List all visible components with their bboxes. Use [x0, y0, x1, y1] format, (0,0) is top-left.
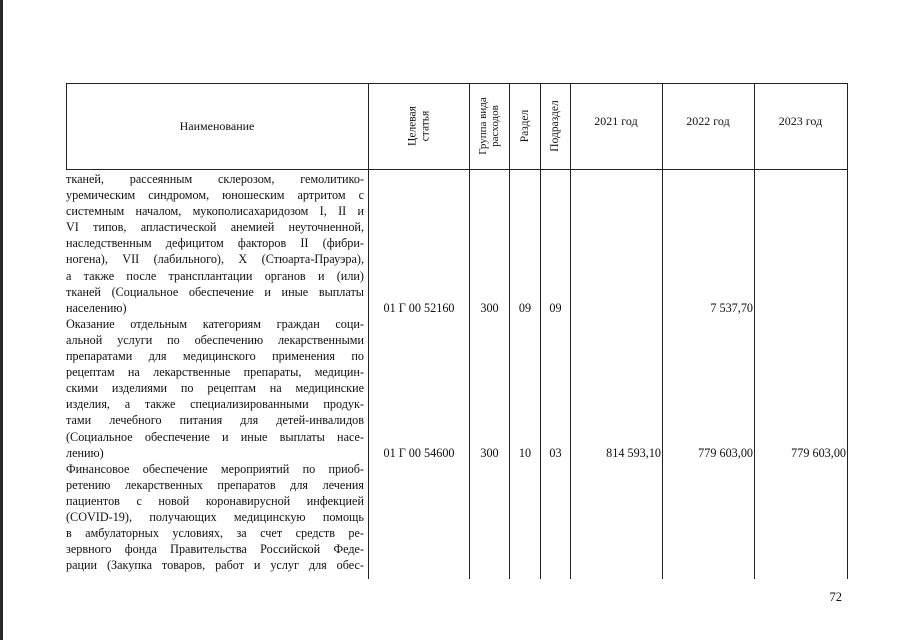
- name-line: VI типов, апластической анемией неуточненной,: [66, 220, 364, 235]
- name-line: тканей, рассеянным склерозом, гемолитико-: [66, 172, 364, 186]
- name-line: изделия, а также специализированными продук-: [66, 397, 364, 412]
- name-line: тканей (Социальное обеспечение и иные выплаты: [66, 284, 364, 299]
- name-line: лению): [66, 445, 104, 460]
- name-column-text: [66, 171, 364, 573]
- col-border-target: [469, 83, 470, 579]
- name-line: зервного фонда Правительства Российской Феде-: [66, 542, 364, 557]
- col-border-group: [509, 83, 510, 579]
- col-border-2021: [662, 83, 663, 579]
- name-line: уремическим синдромом, юношеским артритом с: [66, 188, 364, 203]
- row1-year-2022: 7 537,70: [710, 301, 753, 315]
- header-year-2023: 2023 год: [778, 114, 823, 128]
- name-line: а также после трансплантации органов и (или): [66, 268, 364, 283]
- col-border-subsection: [570, 83, 571, 579]
- header-section: Раздел: [518, 109, 531, 143]
- header-expense-group: [477, 97, 501, 155]
- name-line: наследственным дефицитом факторов II (фибри-: [66, 236, 364, 251]
- col-border-name: [368, 83, 369, 579]
- col-border-section: [540, 83, 541, 579]
- name-line: скими изделиями по рецептам на медицинские: [66, 381, 364, 396]
- name-line: системным началом, мукополисахаридозом I, II и: [66, 204, 364, 219]
- name-line: рации (Закупка товаров, работ и услуг для обес-: [66, 558, 364, 573]
- name-line: населению): [66, 300, 127, 315]
- name-line: Оказание отдельным категориям граждан соци-: [66, 316, 364, 331]
- name-line: в амбулаторных условиях, за счет средств ре-: [66, 526, 364, 541]
- row2-expense-group: 300: [480, 446, 499, 460]
- row2-section: 10: [518, 446, 532, 460]
- name-line: альной услуги по обеспечению лекарственными: [66, 332, 364, 347]
- name-line: рецептам на лекарственные препараты, медицин-: [66, 365, 364, 380]
- header-name: Наименование: [179, 119, 255, 133]
- row1-subsection: 09: [549, 301, 562, 315]
- col-border-right: [847, 83, 848, 579]
- scan-edge: [0, 0, 3, 640]
- header-year-2021: 2021 год: [594, 114, 638, 128]
- header-target-line1: Целевая: [406, 106, 419, 146]
- col-border-2022: [754, 83, 755, 579]
- name-line: Финансовое обеспечение мероприятий по приоб-: [66, 461, 364, 476]
- row1-target-article: 01 Г 00 52160: [383, 301, 455, 315]
- header-target-line2: статья: [419, 110, 431, 142]
- header-year-2022: 2022 год: [686, 114, 730, 128]
- header-subsection: Подраздел: [548, 100, 561, 152]
- name-line: (Социальное обеспечение и иные выплаты насе-: [66, 429, 364, 444]
- page-number: 72: [829, 590, 842, 604]
- name-line: ретению лекарственных препаратов для лечения: [66, 477, 364, 492]
- table-header-divider: [66, 169, 848, 170]
- row1-expense-group: 300: [480, 301, 499, 315]
- row1-section: 09: [518, 301, 532, 315]
- row2-subsection: 03: [549, 446, 562, 460]
- name-line: препаратами для медицинского применения по: [66, 349, 364, 364]
- row2-year-2021: 814 593,10: [606, 446, 661, 460]
- header-group-line2: расходов: [489, 105, 501, 147]
- row2-year-2023: 779 603,00: [791, 446, 846, 460]
- name-line: ногена), VII (лабильного), X (Стюарта-Прауэра),: [66, 252, 364, 267]
- header-group-line1: Группа вида: [477, 97, 489, 155]
- name-line: пациентов с новой коронавирусной инфекцией: [66, 493, 364, 508]
- name-line: тами лечебного питания для детей-инвалидов: [66, 413, 364, 428]
- row2-year-2022: 779 603,00: [698, 446, 753, 460]
- table-top-border: [66, 83, 848, 84]
- header-target-article: [407, 106, 432, 146]
- name-line: (COVID-19), получающих медицинскую помощь: [66, 509, 364, 524]
- row2-target-article: 01 Г 00 54600: [383, 446, 455, 460]
